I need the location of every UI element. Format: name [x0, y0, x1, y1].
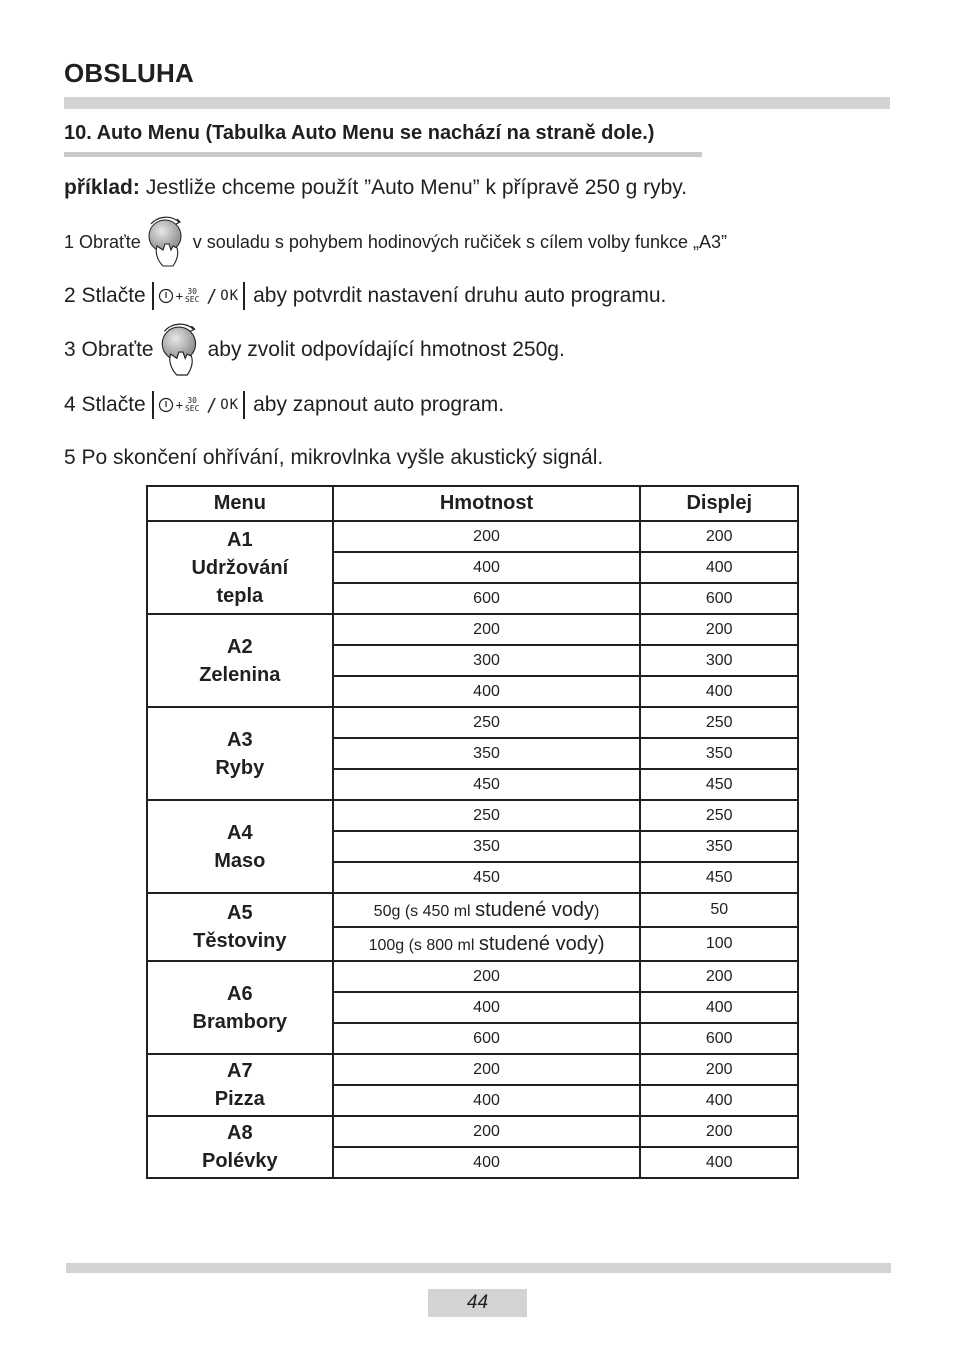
table-row: A6 Brambory 200 200 [147, 961, 798, 992]
table-row: 600 600 [147, 1023, 798, 1054]
power-icon [158, 397, 174, 413]
menu-group-cell: A4 Maso [147, 800, 333, 893]
table-row: 400 400 [147, 676, 798, 707]
dial-knob-icon [156, 322, 206, 378]
table-row: 450 450 [147, 769, 798, 800]
dial-knob-icon [143, 216, 191, 268]
table-row: A3 Ryby 250 250 [147, 707, 798, 738]
example-text: Jestliže chceme použít ”Auto Menu” k přípravě 250 g ryby. [145, 176, 688, 199]
table-row: A5 Těstoviny 50g (s 450 ml studené vody) 50 [147, 893, 798, 927]
column-header-weight: Hmotnost [333, 486, 641, 521]
start-ok-button-icon: + 30 SEC / OK [152, 282, 245, 310]
step-text-after: v souladu s pohybem hodinových ručiček s cílem volby funkce „A3” [192, 231, 728, 252]
table-row: 300 300 [147, 645, 798, 676]
example-line [64, 176, 687, 200]
step-text-after: aby zvolit odpovídající hmotnost 250g. [207, 338, 565, 361]
page-title: OBSLUHA [64, 58, 194, 88]
page-number: 44 [428, 1289, 527, 1317]
table-row: A8 Polévky 200 200 [147, 1116, 798, 1147]
menu-group-cell: A5 Těstoviny [147, 893, 333, 961]
menu-group-cell: A7 Pizza [147, 1054, 333, 1116]
start-ok-button-icon: + 30 SEC / OK [152, 391, 245, 419]
step-text-before: 4 Stlačte [64, 393, 146, 416]
menu-group-cell: A1 Udržování tepla [147, 521, 333, 614]
step-text-after: aby potvrdit nastavení druhu auto programu. [253, 284, 667, 307]
table-row: 400 400 [147, 1085, 798, 1116]
table-row: A2 Zelenina 200 200 [147, 614, 798, 645]
step-1 [64, 220, 727, 264]
table-header-row [147, 486, 798, 521]
column-header-display: Displej [640, 486, 798, 521]
menu-group-cell: A8 Polévky [147, 1116, 333, 1178]
power-icon [158, 288, 174, 304]
table-row: 400 400 [147, 992, 798, 1023]
menu-group-cell: A6 Brambory [147, 961, 333, 1054]
table-row: A7 Pizza 200 200 [147, 1054, 798, 1085]
column-header-menu: Menu [147, 486, 333, 521]
step-3 [64, 322, 565, 378]
table-row: 350 350 [147, 831, 798, 862]
step-text-before: 2 Stlačte [64, 284, 146, 307]
table-row: 400 400 [147, 1147, 798, 1178]
step-5 [64, 446, 603, 470]
table-row: A4 Maso 250 250 [147, 800, 798, 831]
table-row: 600 600 [147, 583, 798, 614]
auto-menu-table [146, 485, 799, 1179]
table-row: 400 400 [147, 552, 798, 583]
menu-group-cell: A3 Ryby [147, 707, 333, 800]
step-4 [64, 389, 504, 421]
step-text: 5 Po skončení ohřívání, mikrovlnka vyšle akustický signál. [64, 446, 604, 469]
menu-group-cell: A2 Zelenina [147, 614, 333, 707]
step-text-after: aby zapnout auto program. [253, 393, 505, 416]
table-row: 350 350 [147, 738, 798, 769]
30-sec-label: 30 SEC [184, 396, 200, 413]
step-text-before: 1 Obraťte [64, 231, 141, 252]
table-row: A1 Udržování tepla 200 200 [147, 521, 798, 552]
30-sec-label: 30 SEC [184, 287, 200, 304]
table-row: 100g (s 800 ml studené vody) 100 [147, 927, 798, 961]
section-underline [64, 152, 702, 157]
header-divider-bar [64, 97, 890, 109]
section-title: 10. Auto Menu (Tabulka Auto Menu se nachází na straně dole.) [64, 122, 655, 144]
step-2 [64, 280, 666, 312]
table-row: 450 450 [147, 862, 798, 893]
example-label: příklad: [64, 176, 140, 199]
step-text-before: 3 Obraťte [64, 338, 154, 361]
footer-divider-bar [66, 1263, 891, 1273]
